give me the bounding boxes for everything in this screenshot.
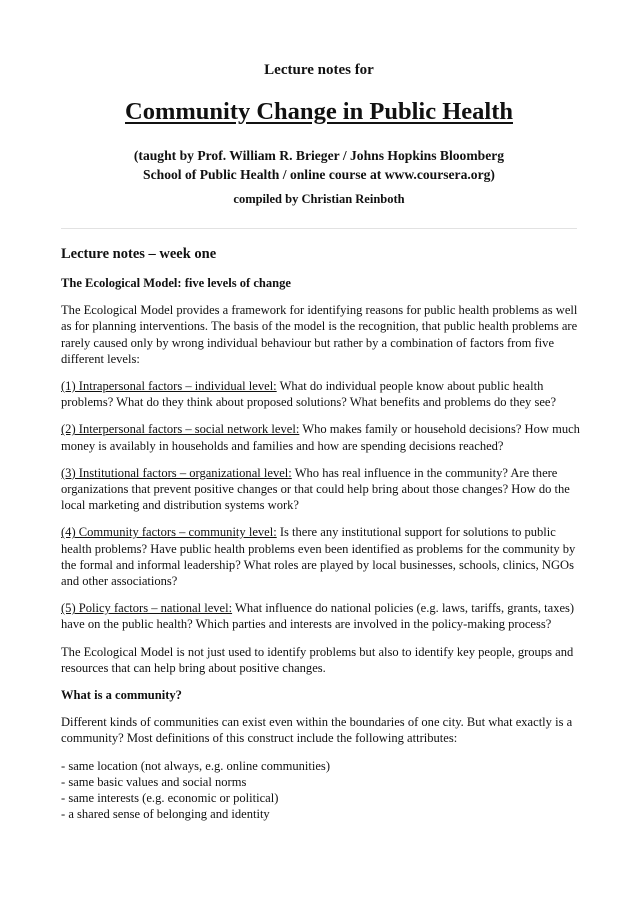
level-2-paragraph [61,421,581,453]
level-1-label: (1) Intrapersonal factors – individual level: [61,379,277,394]
attribute-list [61,758,581,823]
list-item: - a shared sense of belonging and identity [61,807,270,822]
level-4-paragraph [61,524,581,589]
level-3-paragraph [61,465,581,514]
taught-by-line-2: School of Public Health / online course at www.coursera.org) [143,167,495,182]
level-4-label: (4) Community factors – community level: [61,525,277,540]
community-intro-paragraph: Different kinds of communities can exist even within the boundaries of one city. But what exactly is a community? Most definitions of this construct include the following attributes: [61,715,573,746]
level-1-text: What do individual people know about public health problems? What do they think about proposed solutions? What benefits and problems do they see? [61,379,557,410]
document-body [61,245,581,822]
ecological-summary-paragraph: The Ecological Model is not just used to identify problems but also to identify key people, groups and resources that can help bring about positive changes. [61,644,574,675]
list-item: - same location (not always, e.g. online communities) [61,758,330,773]
list-item: - same interests (e.g. economic or political) [61,791,279,806]
lecture-notes-for: Lecture notes for [264,62,374,78]
level-5-label: (5) Policy factors – national level: [61,601,233,616]
level-1-paragraph [61,378,581,410]
header-divider [61,228,577,229]
level-5-paragraph [61,600,581,632]
level-2-text: Who makes family or household decisions? How much money is availably in households and families and how are spending decisions reached? [61,422,580,453]
ecological-intro-paragraph: The Ecological Model provides a framework for identifying reasons for public health problems as well as for planning interventions. The basis of the model is the recognition, that public health problems are rarely caused only by wrong individual behaviour but rather by a combination of factors from five different levels: [61,303,578,366]
level-4-text: Is there any institutional support for solutions to public health problems? Have public health problems even been identified as problems for the community by the formal and informal leadership? What roles are played by local businesses, schools, clinics, NGOs and other associations? [61,525,576,589]
level-5-text: What influence do national policies (e.g. laws, tariffs, grants, taxes) have on the public health? Which parties and interests are involved in the policy-making process? [61,601,575,632]
list-item: - same basic values and social norms [61,774,247,789]
document-title: Community Change in Public Health [125,98,513,125]
level-3-label: (3) Institutional factors – organizational level: [61,465,292,480]
ecological-model-heading: The Ecological Model: five levels of change [61,276,291,290]
community-heading: What is a community? [61,688,182,703]
week-heading: Lecture notes – week one [61,246,217,262]
level-3-text: Who has real influence in the community? Are there organizations that prevent positive changes or that could help bring about those changes? How do the local marketing and distribution systems work? [61,465,570,513]
taught-by [0,146,638,184]
taught-by-line-1: (taught by Prof. William R. Brieger / Johns Hopkins Bloomberg [133,148,505,163]
level-2-label: (2) Interpersonal factors – social network level: [61,422,300,437]
compiled-by: compiled by Christian Reinboth [233,192,405,206]
